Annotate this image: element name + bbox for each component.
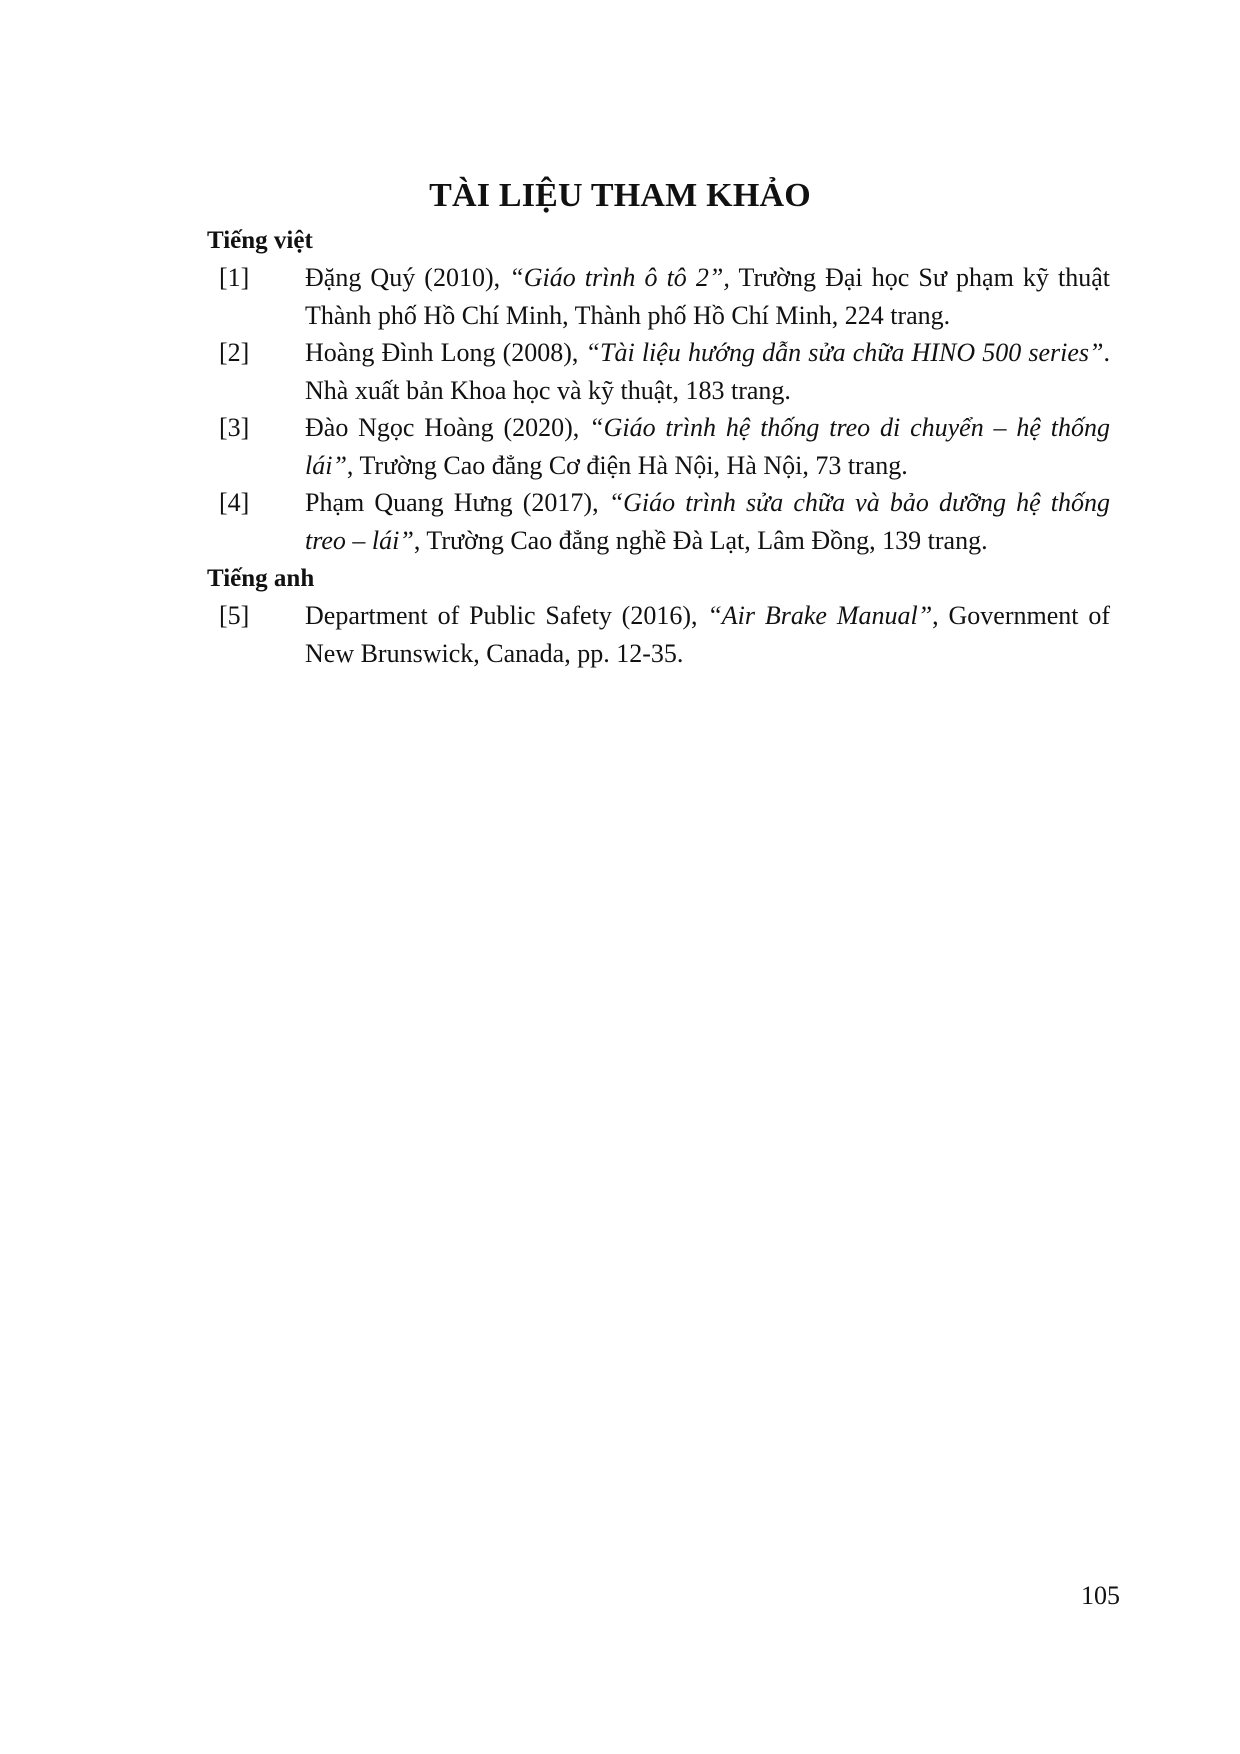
reference-text — [305, 484, 1110, 560]
reference-text — [305, 409, 1110, 485]
section-heading-vietnamese: Tiếng việt — [207, 227, 313, 254]
reference-publisher: , Government of New Brunswick, Canada, pp. 12-35. — [305, 601, 1111, 668]
section-heading-english: Tiếng anh — [207, 565, 315, 592]
reference-publisher: , Trường Cao đẳng nghề Đà Lạt, Lâm Đồng, 139 trang. — [413, 526, 988, 555]
reference-text — [305, 334, 1110, 410]
reference-author: Đặng Quý (2010), — [305, 263, 510, 292]
reference-publisher: , Trường Cao đẳng Cơ điện Hà Nội, Hà Nội, 73 trang. — [346, 451, 908, 480]
reference-work-title: “Tài liệu hướng dẫn sửa chữa HINO 500 series” — [585, 338, 1104, 367]
reference-number: [3] — [219, 413, 250, 442]
reference-number: [4] — [219, 488, 250, 517]
reference-publisher: Trường Đại học Sư phạm kỹ thuật Thành phố Hồ Chí Minh, Thành phố Hồ Chí Minh, 224 trang. — [305, 263, 1110, 330]
reference-text — [305, 597, 1110, 673]
page-title: TÀI LIỆU THAM KHẢO — [429, 177, 811, 214]
reference-publisher: . Nhà xuất bản Khoa học và kỹ thuật, 183 trang. — [305, 338, 1110, 405]
reference-text — [305, 259, 1110, 335]
reference-work-title: “Giáo trình sửa chữa và bảo dưỡng hệ thống treo – lái” — [305, 488, 1110, 555]
reference-work-title: “Giáo trình ô tô 2”, — [509, 263, 730, 292]
reference-author: Hoàng Đình Long (2008), — [305, 338, 586, 367]
reference-author: Đào Ngọc Hoàng (2020), — [305, 413, 590, 442]
reference-number: [2] — [219, 338, 250, 367]
page-number: 105 — [1081, 1581, 1120, 1610]
reference-work-title: “Giáo trình hệ thống treo di chuyển – hệ thống lái” — [305, 413, 1110, 480]
reference-work-title: “Air Brake Manual” — [707, 601, 933, 630]
reference-number: [1] — [219, 263, 250, 292]
reference-author: Phạm Quang Hưng (2017), — [305, 488, 609, 517]
reference-number: [5] — [219, 601, 250, 630]
reference-author: Department of Public Safety (2016), — [305, 601, 708, 630]
